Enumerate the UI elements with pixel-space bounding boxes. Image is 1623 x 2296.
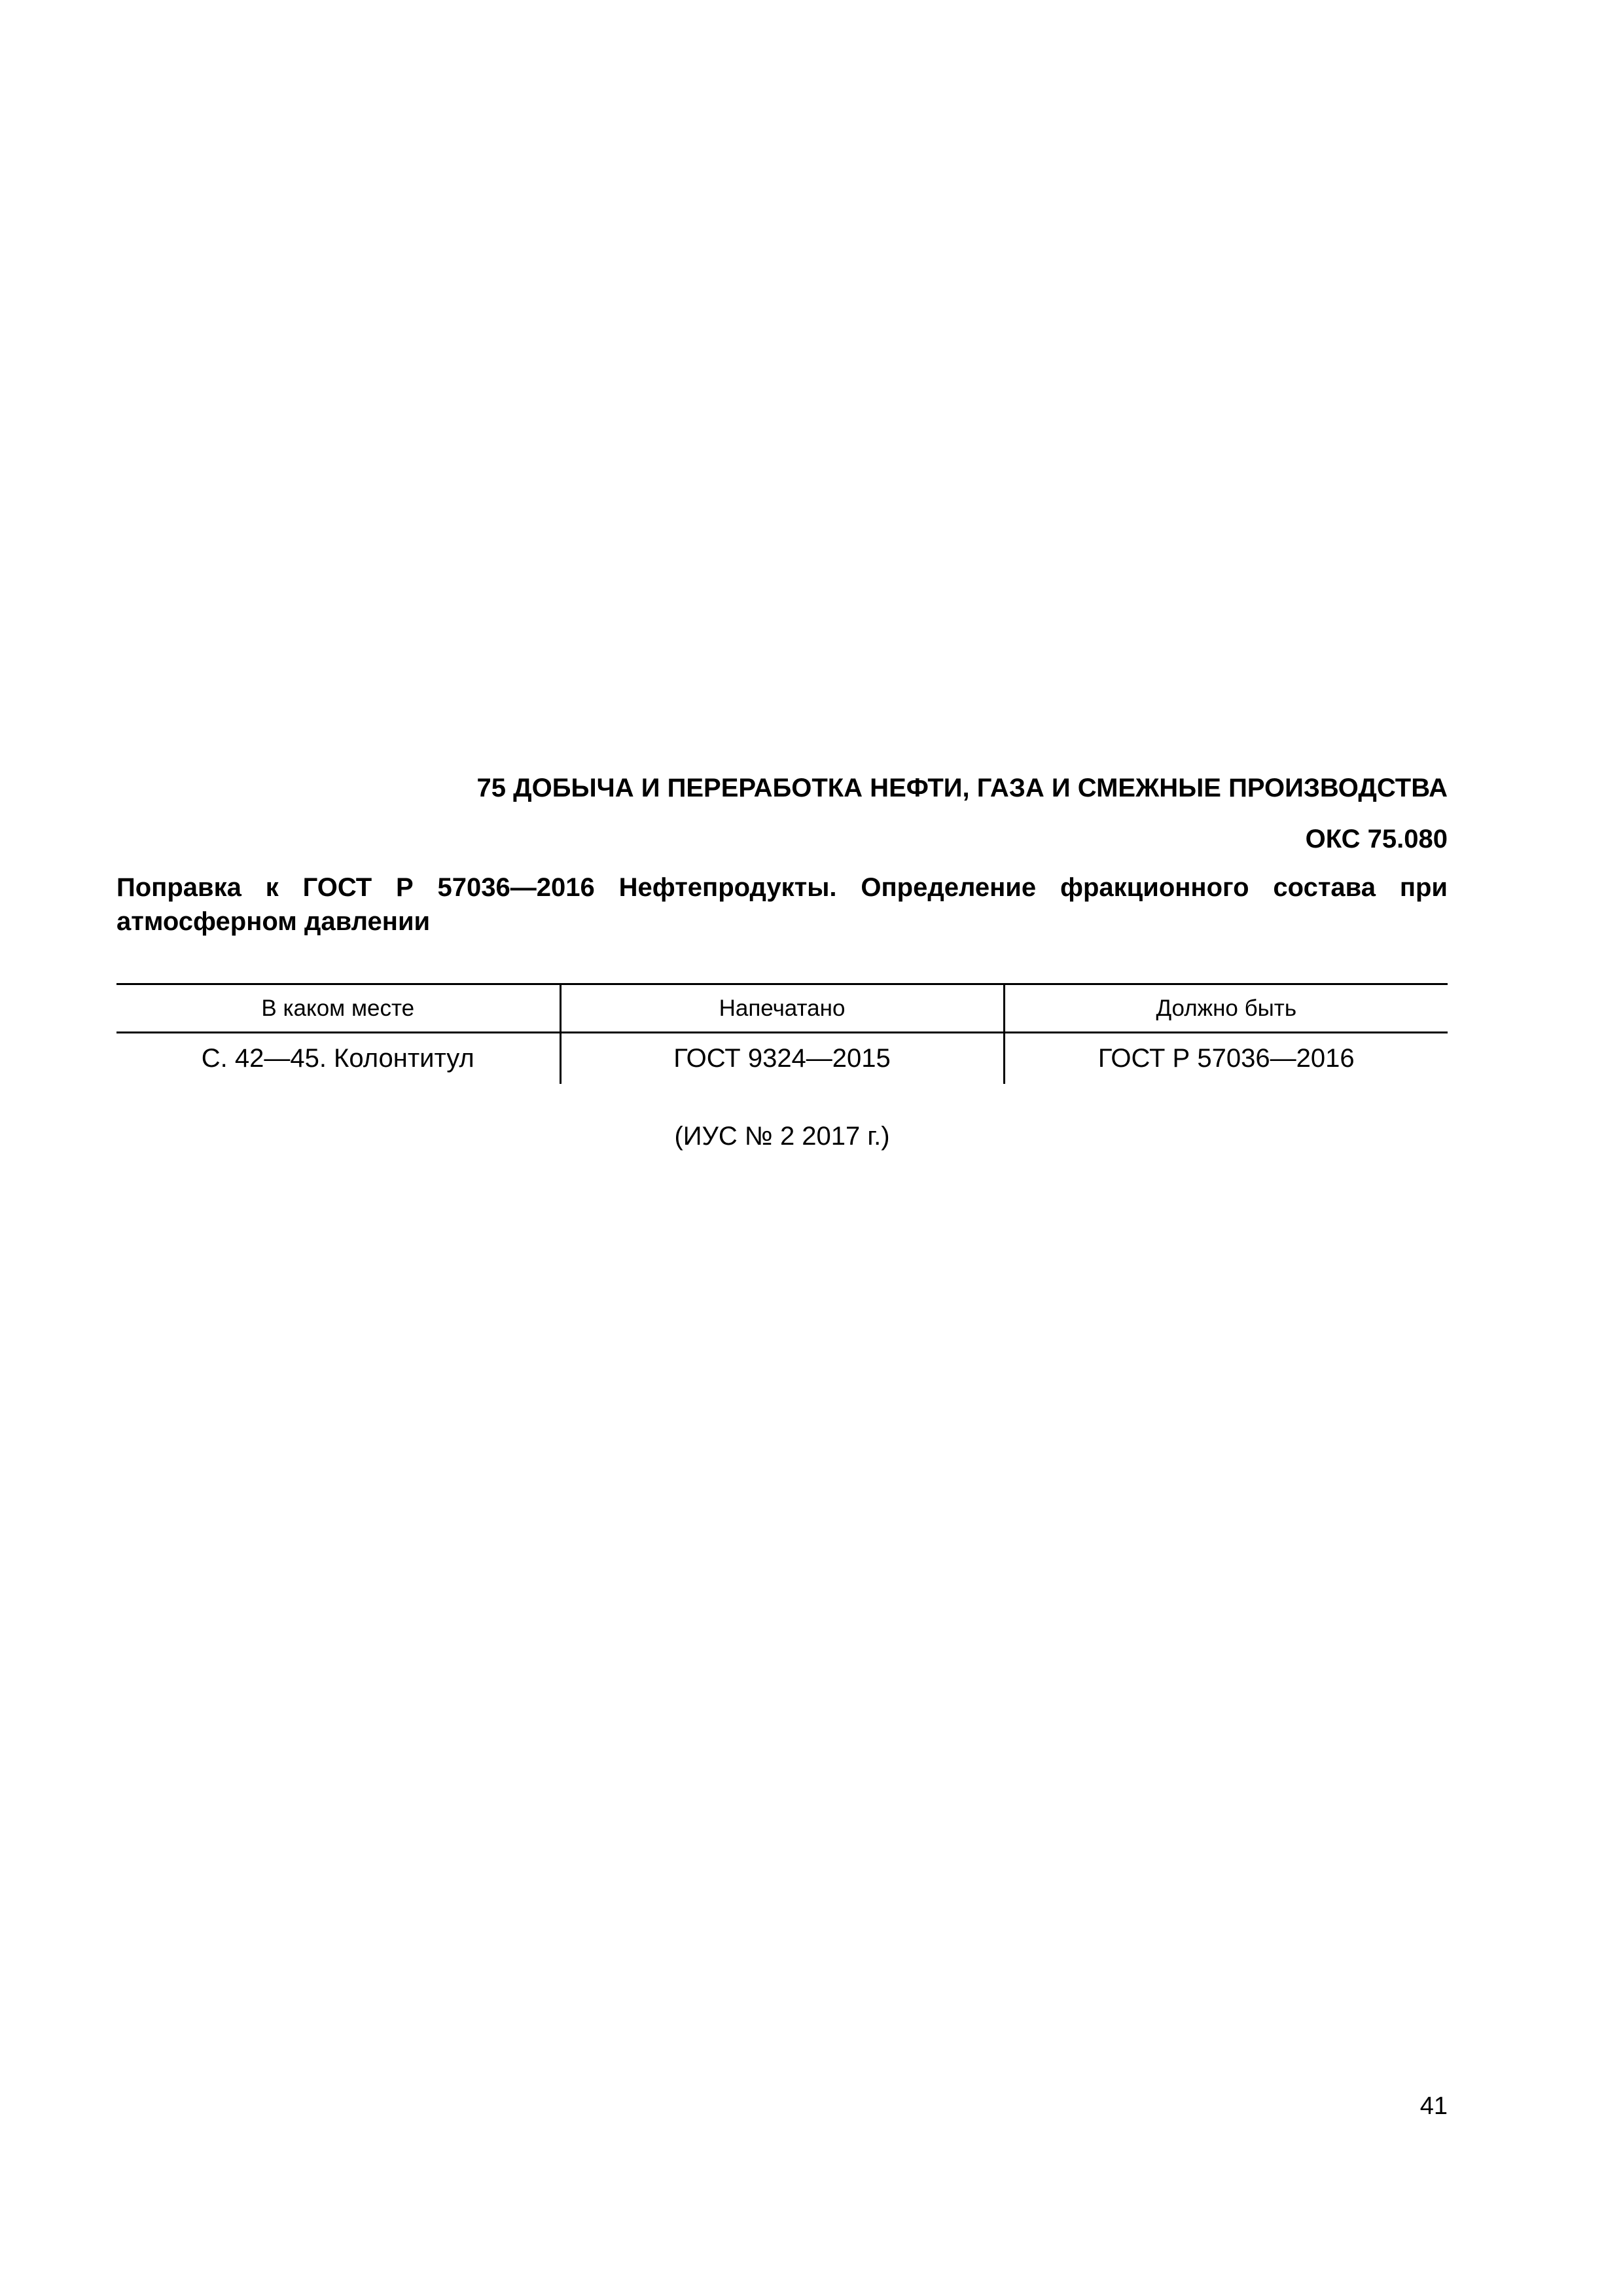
table-header-row — [116, 984, 1448, 1033]
column-header-location: В каком месте — [116, 984, 560, 1033]
amendment-title: Поправка к ГОСТ Р 57036—2016 Нефтепродукты. Определение фракционного состава при атмосферном давлении — [116, 873, 1448, 936]
page-number: 41 — [1419, 2092, 1448, 2120]
source-note: (ИУС № 2 2017 г.) — [674, 1122, 890, 1151]
correction-table — [116, 983, 1448, 1084]
table-row — [116, 1033, 1448, 1084]
column-header-should-be: Должно быть — [1004, 984, 1448, 1033]
cell-location: С. 42—45. Колонтитул — [201, 1043, 474, 1073]
cell-printed: ГОСТ 9324—2015 — [560, 1033, 1004, 1084]
oks-code: ОКС 75.080 — [1305, 825, 1448, 853]
section-heading: 75 ДОБЫЧА И ПЕРЕРАБОТКА НЕФТИ, ГАЗА И СМЕЖНЫЕ ПРОИЗВОДСТВА — [476, 774, 1448, 802]
cell-should-be: ГОСТ Р 57036—2016 — [1004, 1033, 1448, 1084]
column-header-printed: Напечатано — [560, 984, 1004, 1033]
